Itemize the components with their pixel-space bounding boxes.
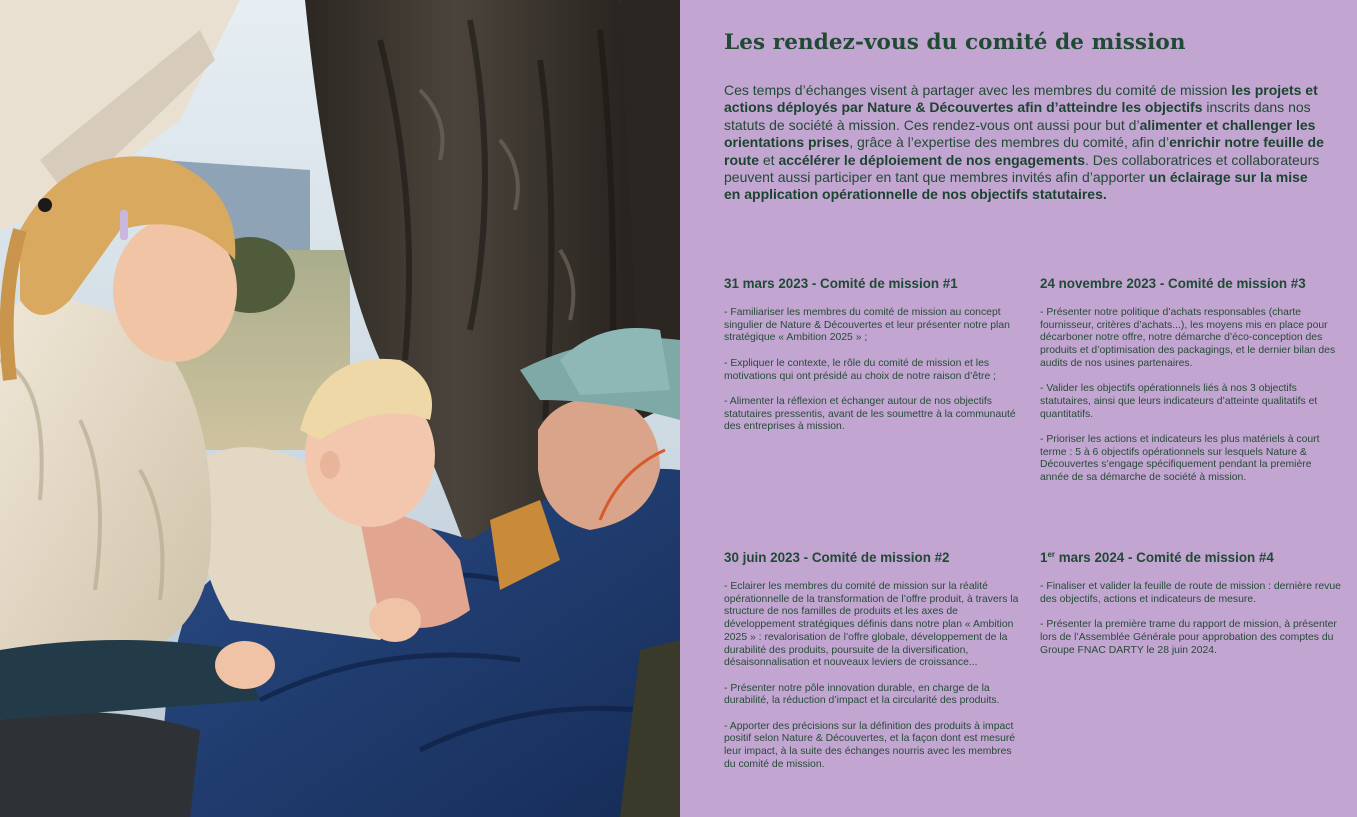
session-item: - Valider les objectifs opérationnels liés à nos 3 objectifs statutaires, ainsi que leurs indicateurs d’atteinte qualitatifs et quantitatifs. [1040, 383, 1318, 420]
intro-emphasis: enrichir notre feuille de route [724, 134, 1324, 168]
intro-text: et [759, 151, 779, 168]
intro-paragraph [724, 82, 1324, 204]
intro-emphasis: alimenter et challenger les orientations prises [724, 116, 1316, 151]
intro-emphasis: accélérer le déploiement de nos engagements [778, 151, 1086, 168]
session-item: - Apporter des précisions sur la définition des produits à impact positif selon Nature & Découvertes, et la façon dont est mesuré leur impact, à la suite des échanges nourris avec les membres du comité de mission. [724, 720, 1016, 770]
session-title-ordinal: er [1047, 550, 1056, 559]
session-4 [1040, 550, 1342, 670]
session-item: - Alimenter la réflexion et échanger autour de nos objectifs statutaires pressentis, avant de les soumettre à la communauté des entreprises à mission. [724, 395, 1016, 433]
intro-text: , grâce à l’expertise des membres du comité, afin d’ [849, 134, 1170, 151]
session-3 [1040, 276, 1342, 498]
session-title: 30 juin 2023 - Comité de mission #2 [724, 550, 950, 565]
session-item: - Familiariser les membres du comité de mission au concept singulier de Nature & Découvertes et leur présenter notre plan stratégique « Ambition 2025 » ; [724, 307, 1010, 344]
intro-emphasis: un éclairage sur la mise en application opérationnelle de nos objectifs statutaires. [724, 169, 1308, 203]
session-item: - Eclairer les membres du comité de mission sur la réalité opérationnelle de la transformation de l’offre produit, à travers la structure de nos familles de produits et les axes de développement stratégiques définis dans notre plan « Ambition 2025 » : revalorisation de l’offre globale, développement de la durabilité des produits, poursuite de la diversification, désaisonnalisation et nouveaux leviers de croissance... [724, 581, 1019, 669]
content-panel [680, 0, 1357, 817]
session-1 [724, 276, 1024, 447]
session-title-day: 1 [1040, 550, 1048, 565]
session-title: 24 novembre 2023 - Comité de mission #3 [1040, 276, 1306, 291]
session-item: - Présenter notre pôle innovation durable, en charge de la durabilité, la réduction d’impact et la circularité des produits. [724, 682, 1000, 707]
session-item: - Finaliser et valider la feuille de route de mission : dernière revue des objectifs, actions et indicateurs de mesure. [1040, 581, 1341, 605]
session-2 [724, 550, 1024, 784]
session-item: - Prioriser les actions et indicateurs les plus matériels à court terme : 5 à 6 objectifs opérationnels sur lesquels Nature & Découvertes s’engage spécifiquement pendant la première année de sa démarche de société à mission. [1040, 434, 1320, 484]
session-title-rest: mars 2024 - Comité de mission #4 [1055, 550, 1274, 565]
session-title [1040, 550, 1342, 565]
session-item: - Présenter notre politique d’achats responsables (charte fournisseur, critères d’achats...), les moyens mis en place pour décarboner notre offre, notre démarche d’éco-conception des produits et d’optimisation des packagings, et le dernier bilan des audits de nos usines partenaires. [1040, 307, 1336, 369]
page-title: Les rendez-vous du comité de mission [724, 30, 1186, 55]
session-item: - Présenter la première trame du rapport de mission, à présenter lors de l’Assemblée Générale pour approbation des comptes du Groupe FNAC DARTY le 28 juin 2024. [1040, 619, 1337, 656]
intro-emphasis: les projets et actions déployés par Nature & Découvertes afin d’atteindre les objectifs [724, 82, 1318, 116]
intro-text: inscrits dans nos statuts de société à mission. Ces rendez-vous ont aussi pour but d’ [724, 99, 1311, 133]
session-title: 31 mars 2023 - Comité de mission #1 [724, 276, 958, 291]
intro-text: Ces temps d’échanges visent à partager avec les membres du comité de mission [724, 82, 1232, 98]
session-item: - Expliquer le contexte, le rôle du comité de mission et les motivations qui ont présidé au choix de notre raison d’être ; [724, 357, 997, 382]
intro-text: . Des collaboratrices et collaborateurs peuvent aussi participer en tant que membres invités afin d’apporter [724, 151, 1320, 186]
